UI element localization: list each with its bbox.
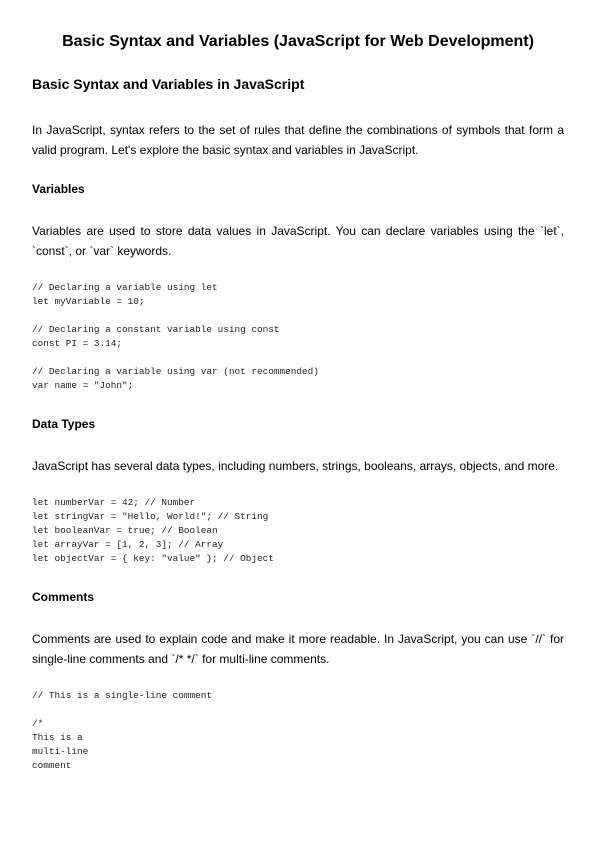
comments-code-block: // This is a single-line comment /* This is a multi-line comment [32,690,213,771]
variables-code-block: // Declaring a variable using let let myVariable = 10; // Declaring a constant variable using const const PI = 3.14; // Declaring a variable using var (not recommended) var name = "John"; [32,282,319,391]
document-title: Basic Syntax and Variables (JavaScript for Web Development) [62,33,534,50]
data-types-code-block: let numberVar = 42; // Number let stringVar = "Hello, World!"; // String let booleanVar = true; // Boolean let arrayVar = [1, 2, 3]; // Array let objectVar = { key: "value" }; // Object [32,497,274,564]
variables-paragraph: Variables are used to store data values in JavaScript. You can declare variables using the `let`, `const`, or `var` keywords. [32,224,564,258]
comments-heading: Comments [32,590,95,604]
variables-heading: Variables [32,182,85,196]
main-heading: Basic Syntax and Variables in JavaScript [32,76,305,92]
data-types-paragraph: JavaScript has several data types, including numbers, strings, booleans, arrays, objects, and more. [32,459,559,473]
intro-paragraph: In JavaScript, syntax refers to the set of rules that define the combinations of symbols that form a valid program. Let's explore the basic syntax and variables in JavaScript. [32,123,564,157]
data-types-heading: Data Types [32,417,96,431]
comments-paragraph: Comments are used to explain code and make it more readable. In JavaScript, you can use `//` for single-line comments and `/* */` for multi-line comments. [32,632,564,666]
